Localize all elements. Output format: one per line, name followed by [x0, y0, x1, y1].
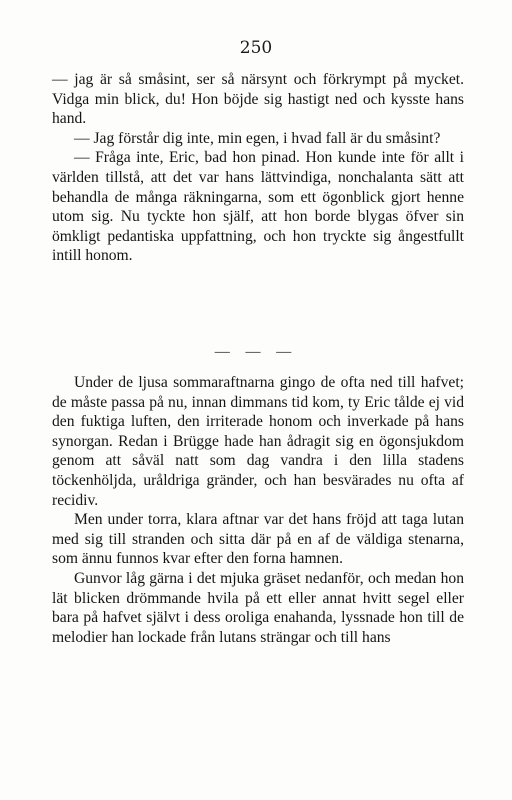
paragraph: — Jag förstår dig inte, min egen, i hvad fall är du småsint?: [74, 129, 441, 147]
paragraph: Men under torra, klara aftnar var det hans fröjd att taga lutan med sig till stranden och sitta där på en af de väldiga stenarna, som ännu funnos kvar efter den forna hamnen.: [52, 511, 464, 568]
paragraph: — jag är så småsint, ser så närsynt och förkrympt på mycket. Vidga min blick, du! Hon böjde sig hastigt ned och kysste hans hand.: [52, 71, 464, 128]
paragraph: Gunvor låg gärna i det mjuka gräset nedanför, och medan hon lät blicken drömmande hvila på ett eller annat hvitt segel eller bara på hafvet självt i dess oroliga enahanda, lyssnade hon till de melodier han lockade från lutans strängar och till hans: [52, 569, 464, 646]
text-section-2: [52, 373, 464, 647]
text-section-1: [52, 70, 464, 266]
paragraph: — Fråga inte, Eric, bad hon pinad. Hon kunde inte för allt i världen tillstå, att det var hans lättvindiga, nonchalanta sätt att behandla de många räkningarna, som ett ögonblick gjort henne utom sig. Nu tyckte hon själf, att hon borde blygas öfver sin ömkligt pedantiska uppfattning, och hon tryckte sig ångestfullt intill honom.: [52, 149, 464, 265]
section-separator: — — —: [214, 344, 298, 360]
page-number: 250: [239, 38, 273, 58]
paragraph: Under de ljusa sommaraftnarna gingo de ofta ned till hafvet; de måste passa på nu, innan dimmans tid kom, ty Eric tålde ej vid den fuktiga luften, den irriterade honom och inverkade på hans synorgan. Redan i Brügge hade han ådragit sig en ögonsjukdom genom att såväl natt som dag vandra i den lilla stadens töckenhöljda, uråldriga gränder, och han besvärades nu ofta af recidiv.: [52, 374, 464, 509]
